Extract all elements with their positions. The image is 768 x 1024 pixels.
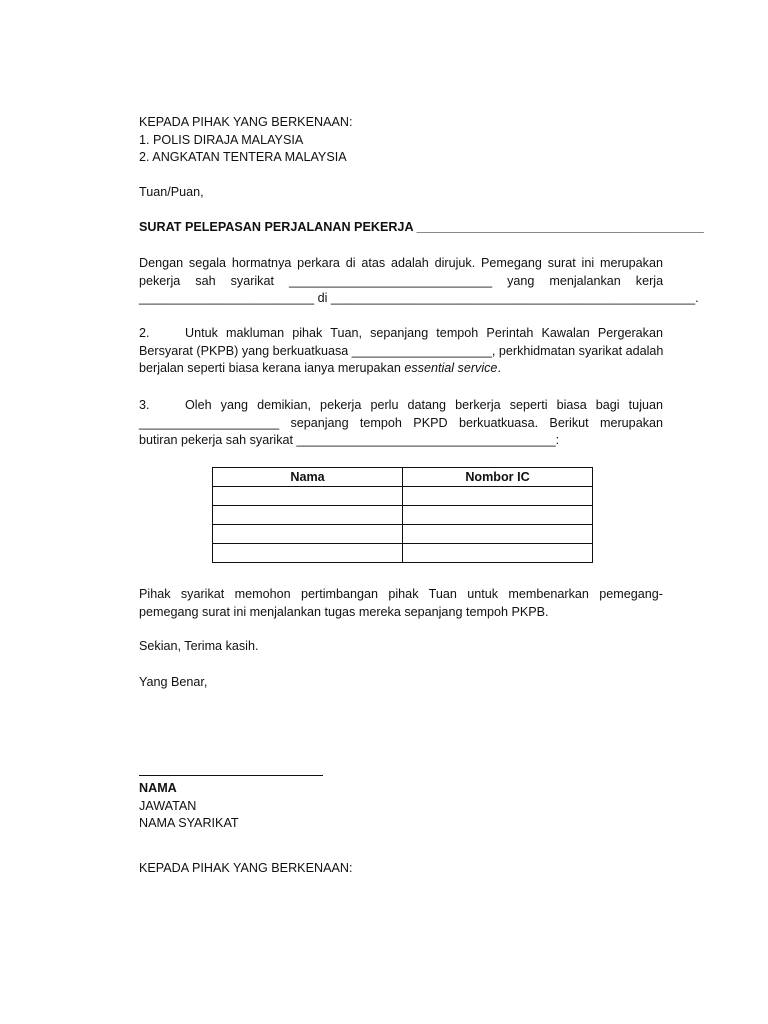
paragraph-3: [139, 397, 663, 450]
para1-word: kerja: [635, 273, 664, 288]
subject-text: SURAT PELEPASAN PERJALANAN PEKERJA _________________________________________: [139, 220, 704, 234]
table-row: [213, 525, 593, 544]
closing-thanks: [139, 638, 663, 656]
para3-line-2: ____________________ sepanjang tempoh PKPD berkuatkuasa. Berikut merupakan: [139, 415, 663, 430]
table-cell: [213, 544, 403, 563]
paragraph-1: [139, 255, 699, 308]
employee-table: [212, 467, 593, 563]
para2-period: .: [497, 361, 501, 375]
para4-line-2: pemegang surat ini menjalankan tugas mereka sepanjang tempoh PKPB.: [139, 604, 549, 619]
para2-text: berjalan seperti biasa kerana ianya merupakan: [139, 361, 405, 375]
para1-line-1: Dengan segala hormatnya perkara di atas adalah dirujuk. Pemegang surat ini merupakan: [139, 256, 663, 270]
para2-line-2: Bersyarat (PKPB) yang berkuatkuasa ____________________, perkhidmatan syarikat adalah: [139, 343, 664, 358]
para3-line-3: butiran pekerja sah syarikat _____________________________________:: [139, 433, 560, 447]
table-header-row: [213, 468, 593, 487]
closing-thanks-text: Sekian, Terima kasih.: [139, 639, 259, 653]
table-cell: [213, 525, 403, 544]
paragraph-2: [139, 325, 663, 378]
para1-word: pekerja: [139, 273, 181, 288]
company-blank: _____________________________: [288, 273, 493, 288]
para3-text: Oleh yang demikian, pekerja perlu datang berkerja seperti biasa bagi tujuan: [185, 398, 663, 412]
recipient-heading: KEPADA PIHAK YANG BERKENAAN:: [139, 115, 353, 129]
table-row: [213, 544, 593, 563]
paragraph-4: [139, 586, 663, 621]
para2-line-1: [139, 325, 663, 343]
salutation: [139, 184, 663, 202]
para1-word: menjalankan: [549, 273, 621, 288]
column-header-nombor-ic: Nombor IC: [403, 468, 593, 487]
recipient-block: [139, 114, 663, 167]
recipient-line-2: 2. ANGKATAN TENTERA MALAYSIA: [139, 150, 347, 164]
table-cell: [213, 506, 403, 525]
table-row: [213, 506, 593, 525]
para1-word: yang: [507, 273, 535, 288]
table-cell: [403, 487, 593, 506]
subject-line: [139, 219, 704, 237]
para3-line-1: [139, 397, 663, 415]
para2-number: 2.: [139, 326, 150, 340]
para3-number: 3.: [139, 398, 150, 412]
table-row: [213, 487, 593, 506]
signature-position: JAWATAN: [139, 798, 197, 813]
signature-name: NAMA: [139, 781, 177, 795]
column-header-nama: Nama: [213, 468, 403, 487]
para4-line-1: Pihak syarikat memohon pertimbangan pihak Tuan untuk membenarkan pemegang-: [139, 587, 663, 601]
footer-recipient: [139, 860, 663, 878]
para2-line-3: [139, 360, 663, 378]
table-cell: [403, 544, 593, 563]
para1-word: sah: [195, 273, 216, 288]
table-cell: [403, 525, 593, 544]
salutation-text: Tuan/Puan,: [139, 185, 204, 199]
para1-word: syarikat: [230, 273, 274, 288]
table-cell: [213, 487, 403, 506]
footer-recipient-text: KEPADA PIHAK YANG BERKENAAN:: [139, 861, 353, 875]
para1-line-3: _________________________ di ____________________________________________________.: [139, 291, 699, 305]
closing-signoff-text: Yang Benar,: [139, 675, 208, 689]
para1-line-2: [139, 273, 663, 291]
essential-service-text: essential service: [404, 361, 498, 375]
closing-signoff: [139, 674, 663, 692]
table-cell: [403, 506, 593, 525]
signature-company: NAMA SYARIKAT: [139, 816, 239, 830]
signature-block: [139, 780, 663, 833]
para2-text: Untuk makluman pihak Tuan, sepanjang tempoh Perintah Kawalan Pergerakan: [185, 326, 663, 340]
recipient-line-1: 1. POLIS DIRAJA MALAYSIA: [139, 132, 304, 147]
signature-line: [139, 775, 323, 776]
